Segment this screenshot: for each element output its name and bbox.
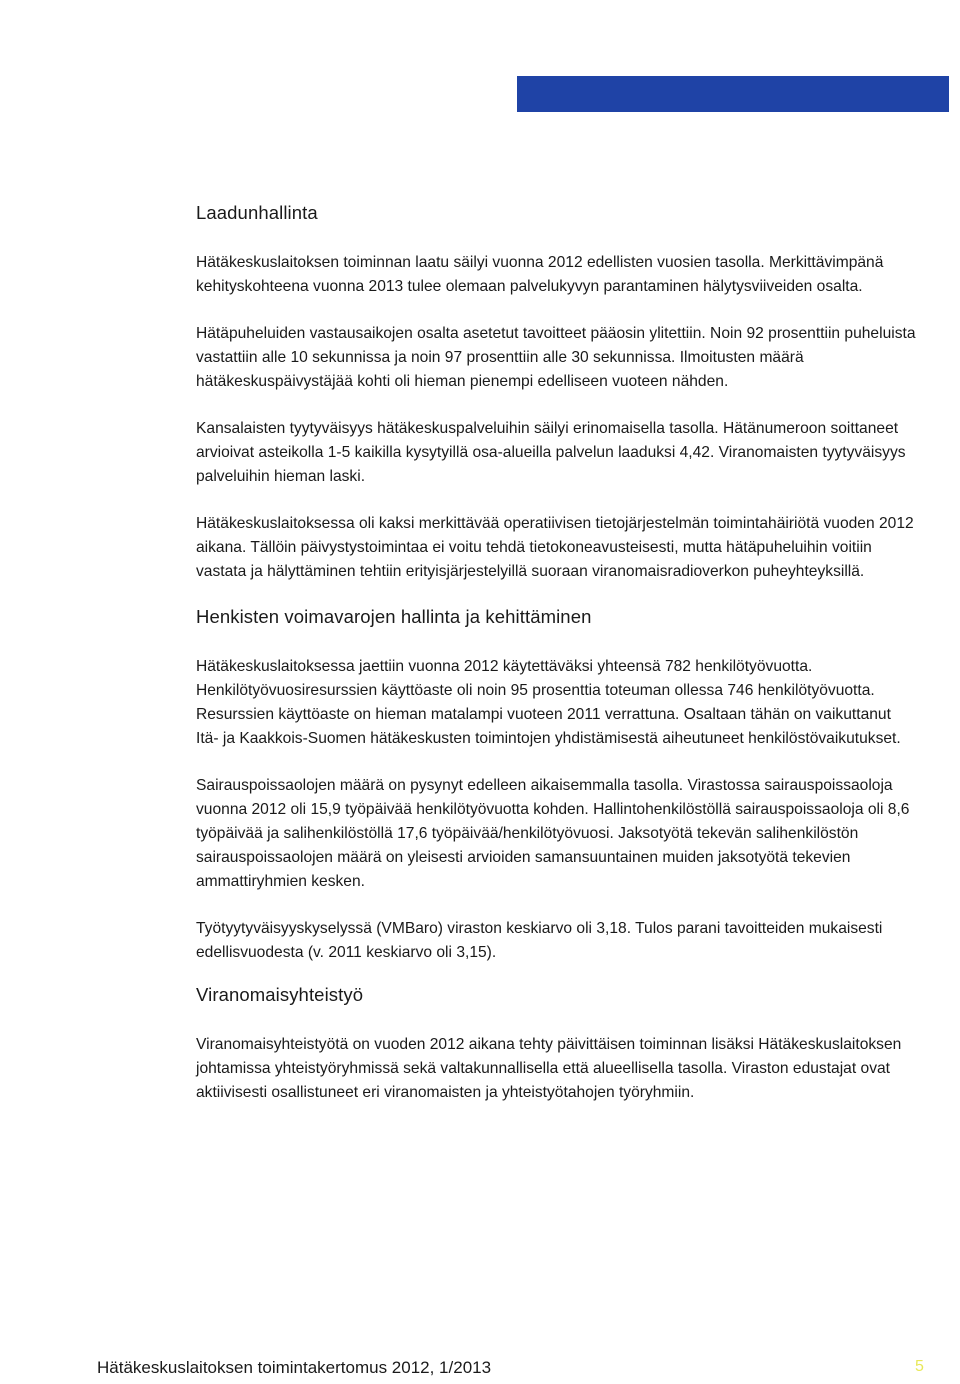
paragraph: Hätäkeskuslaitoksessa oli kaksi merkittävää operatiivisen tietojärjestelmän toimintahäiriötä vuoden 2012 aikana. Tällöin päivystystoimintaa ei voitu tehdä tietokoneavusteisesti, mutta hätäpuheluihin voitiin vastata ja hälyttäminen tehtiin erityisjärjestelyillä suoraan viranomaisradioverkon puheyhteyksillä. — [196, 515, 914, 580]
paragraph: Sairauspoissaolojen määrä on pysynyt edelleen aikaisemmalla tasolla. Virastossa sairauspoissaoloja vuonna 2012 oli 15,9 työpäivää henkilötyövuotta kohden. Hallintohenkilöstöllä sairauspoissaoloja oli 8,6 työpäivää ja salihenkilöstöllä 17,6 työpäivää/henkilötyövuosi. Jaksotyötä tekevän salihenkilöstön sairauspoissaolojen määrä on yleisesti arvioiden samansuuntainen muiden jaksotyötä tekevien ammattiryhmien kesken. — [196, 777, 910, 890]
heading-laadunhallinta: Laadunhallinta — [196, 202, 318, 223]
paragraph: Kansalaisten tyytyväisyys hätäkeskuspalveluihin säilyi erinomaisella tasolla. Hätänumeroon soittaneet arvioivat asteikolla 1-5 kaikilla kysytyillä osa-alueilla palvelun laaduksi 4,42. Viranomaisten tyytyväisyys palveluihin hieman laski. — [196, 420, 906, 485]
document-body — [196, 202, 916, 1105]
heading-henkisten-voimavarojen: Henkisten voimavarojen hallinta ja kehittäminen — [196, 606, 592, 627]
footer-title: Hätäkeskuslaitoksen toimintakertomus 2012, 1/2013 — [97, 1358, 492, 1377]
heading-viranomaisyhteistyo: Viranomaisyhteistyö — [196, 984, 364, 1005]
paragraph: Hätäpuheluiden vastausaikojen osalta asetetut tavoitteet pääosin ylitettiin. Noin 92 prosenttiin puheluista vastattiin alle 10 sekunnissa ja noin 97 prosenttiin alle 30 sekunnissa. Ilmoitusten määrä hätäkeskuspäivystäjää kohti oli hieman pienempi edelliseen vuoteen nähden. — [196, 325, 916, 390]
page-number: 5 — [915, 1358, 924, 1375]
paragraph: Hätäkeskuslaitoksen toiminnan laatu säilyi vuonna 2012 edellisten vuosien tasolla. Merkittävimpänä kehityskohteena vuonna 2013 tulee olemaan palvelukyvyn parantaminen hälytysviiveiden osalta. — [196, 254, 884, 295]
paragraph: Hätäkeskuslaitoksessa jaettiin vuonna 2012 käytettäväksi yhteensä 782 henkilötyövuotta. Henkilötyövuosiresurssien käyttöaste oli noin 95 prosenttia toteuman ollessa 746 henkilötyövuotta. Resurssien käyttöaste on hieman matalampi vuoteen 2011 verrattuna. Osaltaan tähän on vaikuttanut Itä- ja Kaakkois-Suomen hätäkeskusten toimintojen yhdistämisestä aiheutuneet henkilöstövaikutukset. — [196, 658, 901, 747]
paragraph: Työtyytyväisyyskyselyssä (VMBaro) viraston keskiarvo oli 3,18. Tulos parani tavoitteiden mukaisesti edellisvuodesta (v. 2011 keskiarvo oli 3,15). — [196, 920, 883, 961]
header-banner — [517, 76, 949, 112]
paragraph: Viranomaisyhteistyötä on vuoden 2012 aikana tehty päivittäisen toiminnan lisäksi Hätäkeskuslaitoksen johtamissa yhteistyöryhmissä sekä valtakunnallisella että alueellisella tasolla. Viraston edustajat ovat aktiivisesti osallistuneet eri viranomaisten ja yhteistyötahojen työryhmiin. — [196, 1036, 902, 1101]
